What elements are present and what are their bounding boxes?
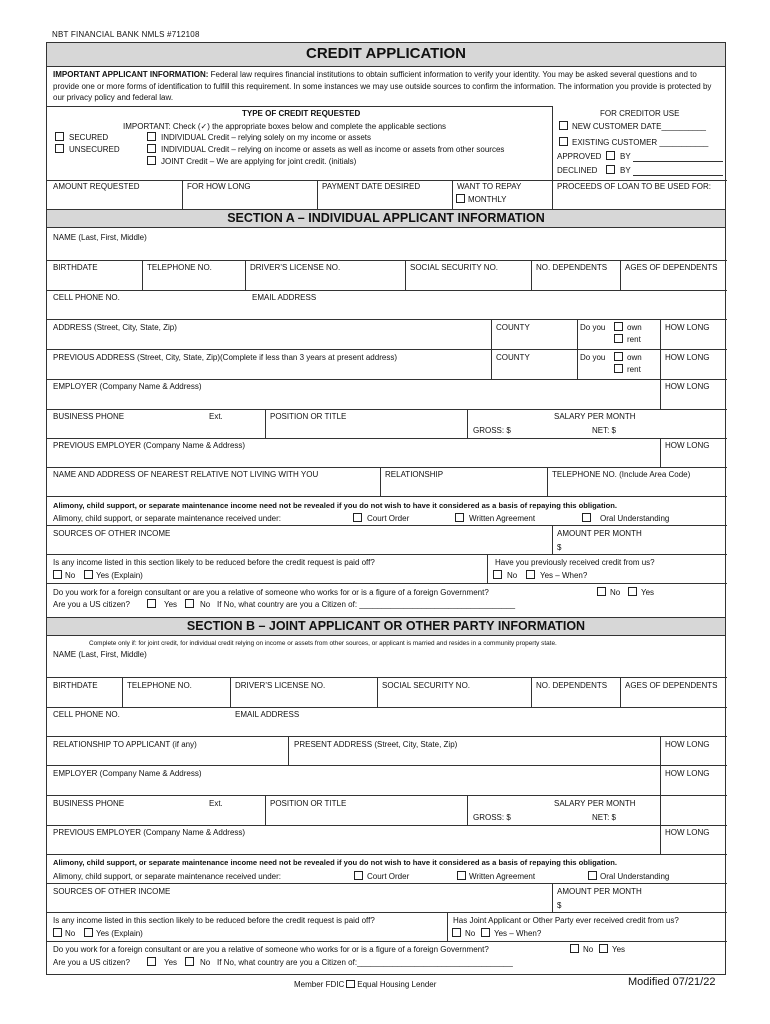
a-position-label: POSITION OR TITLE (270, 412, 347, 421)
a-prev-county-label: COUNTY (496, 353, 530, 362)
a-prev-how-long-label: HOW LONG (665, 353, 710, 362)
credit-application-form (46, 42, 726, 975)
individual-other-checkbox[interactable] (147, 144, 156, 153)
b-oral-understanding-label: Oral Understanding (600, 872, 670, 881)
b-net-label: NET: $ (592, 813, 617, 822)
a-telephone-label: TELEPHONE NO. (147, 263, 212, 272)
a-own-checkbox[interactable] (614, 322, 623, 331)
secured-checkbox[interactable] (55, 132, 64, 141)
a-other-income-label: SOURCES OF OTHER INCOME (53, 529, 171, 538)
a-prev-do-you-label: Do you (580, 353, 606, 362)
a-prev-rent-label: rent (627, 365, 641, 374)
b-prev-employer-how-long-label: HOW LONG (665, 828, 710, 837)
a-citizen-no-checkbox[interactable] (185, 599, 194, 608)
a-written-agreement-label: Written Agreement (469, 514, 536, 523)
b-prev-credit-yes-label: Yes – When? (494, 929, 542, 938)
a-income-yes-label: Yes (Explain) (96, 571, 143, 580)
b-foreign-no-label: No (583, 945, 594, 954)
b-written-agreement-checkbox[interactable] (457, 871, 466, 880)
a-oral-understanding-label: Oral Understanding (600, 514, 670, 523)
b-court-order-label: Court Order (367, 872, 410, 881)
a-prev-employer-how-long-label: HOW LONG (665, 441, 710, 450)
a-prev-credit-no-checkbox[interactable] (493, 570, 502, 579)
a-prev-credit-yes-label: Yes – When? (540, 571, 588, 580)
a-foreign-no-label: No (610, 588, 621, 597)
unsecured-label: UNSECURED (69, 145, 120, 154)
a-amount-per-month-label: AMOUNT PER MONTH (557, 529, 642, 538)
equal-housing-icon (346, 980, 355, 988)
a-income-no-checkbox[interactable] (53, 570, 62, 579)
a-income-no-label: No (65, 571, 76, 580)
a-prev-address-label: PREVIOUS ADDRESS (Street, City, State, Zip)(Complete if less than 3 years at present address) (53, 353, 397, 362)
a-prev-own-checkbox[interactable] (614, 352, 623, 361)
b-written-agreement-label: Written Agreement (469, 872, 536, 881)
a-how-long-label: HOW LONG (665, 323, 710, 332)
b-business-phone-label: BUSINESS PHONE (53, 799, 125, 808)
b-foreign-question: Do you work for a foreign consultant or are you a relative of someone who works for or is a figure of a foreign Government? (53, 945, 489, 954)
a-prev-credit-yes-checkbox[interactable] (526, 570, 535, 579)
b-salary-label: SALARY PER MONTH (554, 799, 636, 808)
a-name-label: NAME (Last, First, Middle) (53, 233, 147, 242)
a-ages-dependents-label: AGES OF DEPENDENTS (625, 263, 718, 272)
b-amount-per-month-label: AMOUNT PER MONTH (557, 887, 642, 896)
b-prev-credit-no-checkbox[interactable] (452, 928, 461, 937)
a-net-label: NET: $ (592, 426, 617, 435)
a-prev-own-label: own (627, 353, 642, 362)
b-foreign-yes-label: Yes (612, 945, 626, 954)
approved-by-label: BY (620, 152, 631, 161)
new-customer-checkbox[interactable] (559, 121, 568, 130)
b-how-long-label: HOW LONG (665, 740, 710, 749)
b-foreign-no-checkbox[interactable] (570, 944, 579, 953)
joint-credit-label: JOINT Credit – We are applying for joint credit. (initials) (161, 157, 357, 166)
a-citizen-no-label: No (200, 600, 211, 609)
a-citizen-yes-label: Yes (164, 600, 178, 609)
member-fdic-footer (294, 980, 436, 989)
approved-label: APPROVED (557, 152, 602, 161)
a-foreign-no-checkbox[interactable] (597, 587, 606, 596)
section-b-title: SECTION B – JOINT APPLICANT OR OTHER PARTY INFORMATION (47, 617, 725, 636)
unsecured-checkbox[interactable] (55, 144, 64, 153)
b-cell-phone-label: CELL PHONE NO. (53, 710, 120, 719)
existing-customer-checkbox[interactable] (559, 137, 568, 146)
monthly-checkbox[interactable] (456, 194, 465, 203)
secured-label: SECURED (69, 133, 109, 142)
a-income-yes-checkbox[interactable] (84, 570, 93, 579)
a-prev-rent-checkbox[interactable] (614, 364, 623, 373)
b-income-yes-checkbox[interactable] (84, 928, 93, 937)
a-court-order-checkbox[interactable] (353, 513, 362, 522)
how-long-label: FOR HOW LONG (187, 182, 251, 191)
b-ext-label: Ext. (209, 799, 223, 808)
a-written-agreement-checkbox[interactable] (455, 513, 464, 522)
b-prev-credit-question: Has Joint Applicant or Other Party ever received credit from us? (453, 916, 679, 925)
b-telephone-label: TELEPHONE NO. (127, 681, 192, 690)
joint-credit-checkbox[interactable] (147, 156, 156, 165)
b-dependents-label: NO. DEPENDENTS (536, 681, 608, 690)
declined-by-label: BY (620, 166, 631, 175)
new-customer-label: NEW CUSTOMER DATE__________ (572, 122, 706, 131)
b-prev-credit-yes-checkbox[interactable] (481, 928, 490, 937)
a-business-phone-label: BUSINESS PHONE (53, 412, 125, 421)
a-relative-phone-label: TELEPHONE NO. (Include Area Code) (552, 470, 691, 479)
a-dependents-label: NO. DEPENDENTS (536, 263, 608, 272)
a-alimony-notice: Alimony, child support, or separate maintenance income need not be revealed if you do not wish to have it considered as a basis of repaying this obligation. (53, 501, 618, 510)
want-to-repay-label: WANT TO REPAY (457, 182, 522, 191)
b-note: Complete only if: for joint credit, for individual credit relying on income or assets from other sources, or applicant is married and resides in a community property state. (89, 640, 557, 647)
b-income-no-checkbox[interactable] (53, 928, 62, 937)
proceeds-label: PROCEEDS OF LOAN TO BE USED FOR: (557, 182, 711, 191)
a-gross-label: GROSS: $ (473, 426, 511, 435)
b-ssn-label: SOCIAL SECURITY NO. (382, 681, 471, 690)
b-relationship-label: RELATIONSHIP TO APPLICANT (if any) (53, 740, 197, 749)
monthly-label: MONTHLY (468, 195, 507, 204)
a-rent-label: rent (627, 335, 641, 344)
a-email-label: EMAIL ADDRESS (252, 293, 317, 302)
a-drivers-license-label: DRIVER’S LICENSE NO. (250, 263, 341, 272)
member-fdic-label: Member FDIC (294, 980, 345, 989)
b-present-address-label: PRESENT ADDRESS (Street, City, State, Zip) (294, 740, 458, 749)
individual-credit-checkbox[interactable] (147, 132, 156, 141)
individual-credit-label: INDIVIDUAL Credit – relying solely on my income or assets (161, 133, 371, 142)
b-dollar-label: $ (557, 901, 562, 910)
b-prev-credit-no-label: No (465, 929, 476, 938)
a-employer-how-long-label: HOW LONG (665, 382, 710, 391)
a-cell-phone-label: CELL PHONE NO. (53, 293, 120, 302)
a-county-label: COUNTY (496, 323, 530, 332)
b-income-no-label: No (65, 929, 76, 938)
b-alimony-under: Alimony, child support, or separate maintenance received under: (53, 872, 281, 881)
a-alimony-under: Alimony, child support, or separate maintenance received under: (53, 514, 281, 523)
a-ext-label: Ext. (209, 412, 223, 421)
b-alimony-notice: Alimony, child support, or separate maintenance income need not be revealed if you do not wish to have it considered as a basis of repaying this obligation. (53, 858, 618, 867)
important-info: IMPORTANT APPLICANT INFORMATION: Federal law requires financial institutions to obtain sufficient information to verify your identity. You may be asked several questions and to provide one or more forms of identification to fulfill this requirement. In some instances we may use outside sources to confirm the information. The information you provide is protected by our privacy policy and federal law. (53, 70, 712, 102)
b-income-yes-label: Yes (Explain) (96, 929, 143, 938)
b-citizen-no-label: No (200, 958, 211, 967)
a-prev-employer-label: PREVIOUS EMPLOYER (Company Name & Address) (53, 441, 246, 450)
b-name-label: NAME (Last, First, Middle) (53, 650, 147, 659)
a-relative-label: NAME AND ADDRESS OF NEAREST RELATIVE NOT LIVING WITH YOU (53, 470, 319, 479)
modified-date: Modified 07/21/22 (628, 976, 716, 988)
b-other-income-label: SOURCES OF OTHER INCOME (53, 887, 171, 896)
b-gross-label: GROSS: $ (473, 813, 511, 822)
b-drivers-license-label: DRIVER’S LICENSE NO. (235, 681, 326, 690)
b-employer-how-long-label: HOW LONG (665, 769, 710, 778)
declined-checkbox[interactable] (606, 165, 615, 174)
equal-housing-label: Equal Housing Lender (357, 980, 437, 989)
a-own-label: own (627, 323, 642, 332)
b-birthdate-label: BIRTHDATE (53, 681, 98, 690)
bank-id: NBT FINANCIAL BANK NMLS #712108 (52, 30, 200, 39)
b-employer-label: EMPLOYER (Company Name & Address) (53, 769, 202, 778)
a-rent-checkbox[interactable] (614, 334, 623, 343)
a-if-no-country: If No, what country are you a Citizen of: ___________________________________ (217, 600, 516, 609)
section-a-title: SECTION A – INDIVIDUAL APPLICANT INFORMATION (47, 209, 725, 228)
a-foreign-yes-checkbox[interactable] (628, 587, 637, 596)
a-dollar-label: $ (557, 543, 562, 552)
a-address-label: ADDRESS (Street, City, State, Zip) (53, 323, 177, 332)
a-birthdate-label: BIRTHDATE (53, 263, 98, 272)
a-oral-understanding-checkbox[interactable] (582, 513, 591, 522)
b-citizen-yes-label: Yes (164, 958, 178, 967)
a-relationship-label: RELATIONSHIP (385, 470, 444, 479)
a-us-citizen-question: Are you a US citizen? (53, 600, 130, 609)
payment-date-label: PAYMENT DATE DESIRED (322, 182, 421, 191)
amount-requested-label: AMOUNT REQUESTED (53, 182, 140, 191)
b-citizen-yes-checkbox[interactable] (147, 957, 156, 966)
a-do-you-label: Do you (580, 323, 606, 332)
b-oral-understanding-checkbox[interactable] (588, 871, 597, 880)
a-ssn-label: SOCIAL SECURITY NO. (410, 263, 499, 272)
a-foreign-yes-label: Yes (641, 588, 655, 597)
declined-label: DECLINED (557, 166, 598, 175)
b-income-reduced-question: Is any income listed in this section likely to be reduced before the credit request is paid off? (53, 916, 375, 925)
b-position-label: POSITION OR TITLE (270, 799, 347, 808)
type-credit-title: TYPE OF CREDIT REQUESTED (242, 109, 361, 118)
a-citizen-yes-checkbox[interactable] (147, 599, 156, 608)
b-ages-dependents-label: AGES OF DEPENDENTS (625, 681, 718, 690)
b-court-order-checkbox[interactable] (354, 871, 363, 880)
b-email-label: EMAIL ADDRESS (235, 710, 300, 719)
a-salary-label: SALARY PER MONTH (554, 412, 636, 421)
creditor-use-title: FOR CREDITOR USE (600, 109, 680, 118)
b-us-citizen-question: Are you a US citizen? (53, 958, 130, 967)
a-prev-credit-question: Have you previously received credit from us? (495, 558, 655, 567)
b-foreign-yes-checkbox[interactable] (599, 944, 608, 953)
a-employer-label: EMPLOYER (Company Name & Address) (53, 382, 202, 391)
a-prev-credit-no-label: No (507, 571, 518, 580)
b-citizen-no-checkbox[interactable] (185, 957, 194, 966)
approved-checkbox[interactable] (606, 151, 615, 160)
existing-customer-label: EXISTING CUSTOMER ___________ (572, 138, 709, 147)
a-income-reduced-question: Is any income listed in this section likely to be reduced before the credit request is paid off? (53, 558, 375, 567)
individual-other-label: INDIVIDUAL Credit – relying on income or assets as well as income or assets from other sources (161, 145, 505, 154)
form-title: CREDIT APPLICATION (47, 43, 725, 67)
type-credit-instruction: IMPORTANT: Check (✓) the appropriate boxes below and complete the applicable sections (123, 122, 447, 131)
b-prev-employer-label: PREVIOUS EMPLOYER (Company Name & Address) (53, 828, 246, 837)
b-if-no-country: If No, what country are you a Citizen of:___________________________________ (217, 958, 513, 967)
a-foreign-question: Do you work for a foreign consultant or are you a relative of someone who works for or is a figure of a foreign Government? (53, 588, 489, 597)
a-court-order-label: Court Order (367, 514, 410, 523)
